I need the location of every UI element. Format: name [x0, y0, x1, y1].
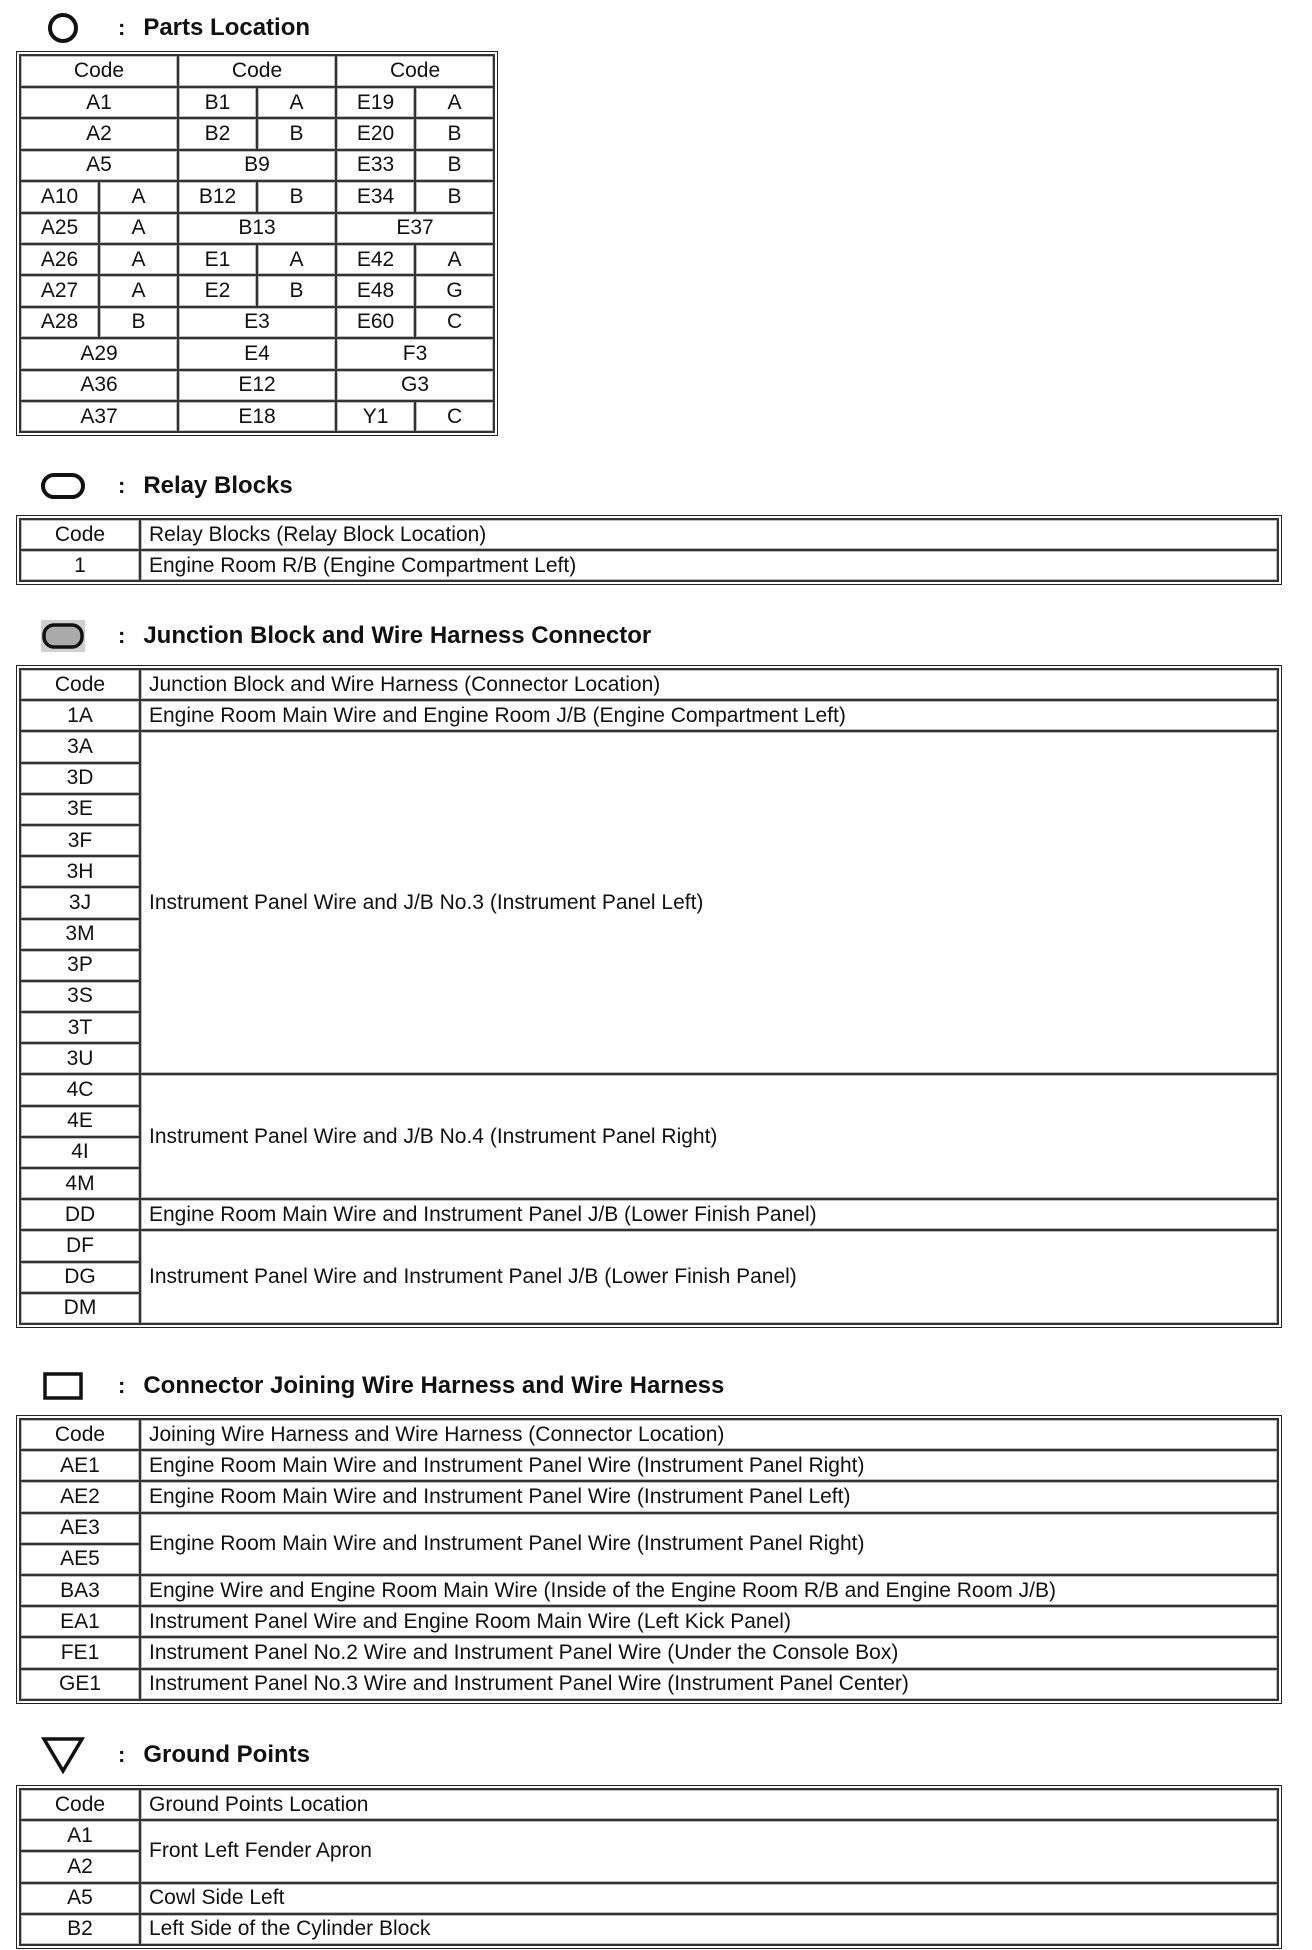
table-row	[20, 1914, 1278, 1945]
relay-blocks-table	[19, 518, 1279, 582]
description-cell: Instrument Panel Wire and Instrument Panel J/B (Lower Finish Panel)	[140, 1230, 1278, 1324]
code-cell: A28	[20, 307, 99, 338]
code-cell: 3F	[20, 825, 140, 856]
table-row	[20, 1481, 1278, 1512]
code-cell: 3E	[20, 794, 140, 825]
ground-points-heading	[40, 1735, 310, 1775]
code-cell: 3A	[20, 731, 140, 762]
table-row	[20, 181, 494, 212]
table-row	[20, 1199, 1278, 1230]
code-cell: A26	[20, 244, 99, 275]
code-cell: GE1	[20, 1669, 140, 1700]
code-cell: 4M	[20, 1168, 140, 1199]
table-row	[20, 1637, 1278, 1668]
table-row	[20, 1820, 1278, 1851]
code-cell: 3H	[20, 856, 140, 887]
section-title: Parts Location	[143, 14, 311, 41]
code-cell: F3	[336, 338, 494, 369]
code-cell: 3T	[20, 1012, 140, 1043]
code-cell: 3P	[20, 950, 140, 981]
code-cell: B2	[178, 118, 257, 149]
header-code: Code	[20, 1789, 140, 1820]
code-cell: B1	[178, 87, 257, 118]
table-header-row	[20, 1419, 1278, 1450]
code-cell: 4I	[20, 1137, 140, 1168]
code-cell: E3	[178, 307, 336, 338]
header-code: Code	[20, 519, 140, 550]
code-cell: A	[415, 87, 494, 118]
code-cell: B	[257, 275, 336, 306]
code-cell: 3J	[20, 887, 140, 918]
shaded-oval-symbol-icon	[40, 616, 86, 656]
header-code: Code	[20, 1419, 140, 1450]
code-cell: B	[99, 307, 178, 338]
section-title: Connector Joining Wire Harness and Wire Harness	[143, 1372, 725, 1399]
relay-table-body	[20, 550, 1278, 581]
colon: :	[118, 623, 126, 648]
description-cell: Engine Room Main Wire and Instrument Panel Wire (Instrument Panel Right)	[140, 1450, 1278, 1481]
code-cell: E20	[336, 118, 415, 149]
code-cell: B13	[178, 213, 336, 244]
code-cell: E34	[336, 181, 415, 212]
table-row	[20, 370, 494, 401]
table-row	[20, 1669, 1278, 1700]
table-row	[20, 731, 1278, 762]
description-cell: Left Side of the Cylinder Block	[140, 1914, 1278, 1945]
code-cell: 3D	[20, 763, 140, 794]
code-cell: B	[415, 181, 494, 212]
code-cell: E19	[336, 87, 415, 118]
code-cell: DM	[20, 1293, 140, 1324]
table-header-row	[20, 55, 494, 87]
code-cell: E37	[336, 213, 494, 244]
code-cell: B	[257, 181, 336, 212]
description-cell: Engine Room Main Wire and Instrument Panel Wire (Instrument Panel Right)	[140, 1513, 1278, 1575]
table-row	[20, 275, 494, 306]
code-cell: G	[415, 275, 494, 306]
code-cell: 3M	[20, 919, 140, 950]
code-cell: 1A	[20, 700, 140, 731]
table-header-row	[20, 519, 1278, 550]
table-row	[20, 550, 1278, 581]
code-cell: A5	[20, 1883, 140, 1914]
code-cell: A25	[20, 213, 99, 244]
description-cell: Instrument Panel Wire and J/B No.3 (Instrument Panel Left)	[140, 731, 1278, 1074]
code-cell: 4E	[20, 1106, 140, 1137]
code-cell: DD	[20, 1199, 140, 1230]
code-cell: B	[415, 118, 494, 149]
code-cell: A	[415, 244, 494, 275]
code-cell: DG	[20, 1262, 140, 1293]
code-cell: A36	[20, 370, 178, 401]
header-code: Code	[336, 55, 494, 87]
code-cell: 1	[20, 550, 140, 581]
code-cell: A	[99, 181, 178, 212]
colon: :	[118, 1742, 126, 1767]
code-cell: B2	[20, 1914, 140, 1945]
code-cell: A1	[20, 87, 178, 118]
table-row	[20, 1450, 1278, 1481]
code-cell: AE2	[20, 1481, 140, 1512]
parts-location-heading	[40, 8, 310, 48]
code-cell: C	[415, 307, 494, 338]
code-cell: E33	[336, 150, 415, 181]
header-code: Code	[20, 669, 140, 700]
table-row	[20, 1513, 1278, 1544]
code-cell: AE3	[20, 1513, 140, 1544]
table-row	[20, 307, 494, 338]
code-cell: E12	[178, 370, 336, 401]
code-cell: B9	[178, 150, 336, 181]
code-cell: E1	[178, 244, 257, 275]
connector-joining-heading	[40, 1366, 724, 1406]
description-cell: Instrument Panel No.3 Wire and Instrument Panel Wire (Instrument Panel Center)	[140, 1669, 1278, 1700]
code-cell: 3U	[20, 1043, 140, 1074]
code-cell: E60	[336, 307, 415, 338]
code-cell: FE1	[20, 1637, 140, 1668]
header-description: Relay Blocks (Relay Block Location)	[140, 519, 1278, 550]
code-cell: A	[257, 87, 336, 118]
parts-location-table	[19, 54, 495, 433]
ground-points-table	[19, 1788, 1279, 1946]
code-cell: C	[415, 401, 494, 432]
circle-symbol-icon	[40, 8, 86, 48]
junction-block-heading	[40, 616, 651, 656]
table-header-row	[20, 1789, 1278, 1820]
table-row	[20, 1883, 1278, 1914]
header-description: Ground Points Location	[140, 1789, 1278, 1820]
section-title: Ground Points	[143, 1741, 310, 1768]
description-cell: Front Left Fender Apron	[140, 1820, 1278, 1882]
table-row	[20, 1606, 1278, 1637]
code-cell: DF	[20, 1230, 140, 1261]
code-cell: A	[99, 275, 178, 306]
code-cell: A2	[20, 1851, 140, 1882]
description-cell: Cowl Side Left	[140, 1883, 1278, 1914]
table-row	[20, 1230, 1278, 1261]
code-cell: G3	[336, 370, 494, 401]
table-row	[20, 150, 494, 181]
junction-block-table	[19, 668, 1279, 1325]
code-cell: A27	[20, 275, 99, 306]
header-code: Code	[20, 55, 178, 87]
description-cell: Engine Room Main Wire and Engine Room J/B (Engine Compartment Left)	[140, 700, 1278, 731]
code-cell: A	[99, 213, 178, 244]
table-row	[20, 118, 494, 149]
section-title: Junction Block and Wire Harness Connector	[143, 622, 652, 649]
parts-table-body	[20, 87, 494, 432]
description-cell: Instrument Panel Wire and Engine Room Main Wire (Left Kick Panel)	[140, 1606, 1278, 1637]
code-cell: A5	[20, 150, 178, 181]
code-cell: EA1	[20, 1606, 140, 1637]
code-cell: E42	[336, 244, 415, 275]
header-code: Code	[178, 55, 336, 87]
joining-table-body	[20, 1450, 1278, 1700]
code-cell: B12	[178, 181, 257, 212]
code-cell: Y1	[336, 401, 415, 432]
description-cell: Engine Wire and Engine Room Main Wire (Inside of the Engine Room R/B and Engine Room J/B)	[140, 1575, 1278, 1606]
junction-table-body	[20, 700, 1278, 1324]
table-row	[20, 401, 494, 432]
code-cell: E2	[178, 275, 257, 306]
code-cell: A2	[20, 118, 178, 149]
table-row	[20, 700, 1278, 731]
header-description: Junction Block and Wire Harness (Connector Location)	[140, 669, 1278, 700]
table-row	[20, 1575, 1278, 1606]
code-cell: A	[99, 244, 178, 275]
description-cell: Engine Room R/B (Engine Compartment Left)	[140, 550, 1278, 581]
section-title: Relay Blocks	[143, 472, 293, 499]
description-cell: Engine Room Main Wire and Instrument Panel Wire (Instrument Panel Left)	[140, 1481, 1278, 1512]
colon: :	[118, 473, 126, 498]
oval-symbol-icon	[40, 466, 86, 506]
table-row	[20, 338, 494, 369]
table-row	[20, 244, 494, 275]
table-row	[20, 213, 494, 244]
code-cell: A37	[20, 401, 178, 432]
description-cell: Instrument Panel No.2 Wire and Instrument Panel Wire (Under the Console Box)	[140, 1637, 1278, 1668]
table-header-row	[20, 669, 1278, 700]
code-cell: A10	[20, 181, 99, 212]
description-cell: Engine Room Main Wire and Instrument Panel J/B (Lower Finish Panel)	[140, 1199, 1278, 1230]
connector-joining-table	[19, 1418, 1279, 1701]
ground-table-body	[20, 1820, 1278, 1945]
code-cell: B	[257, 118, 336, 149]
table-row	[20, 87, 494, 118]
code-cell: E4	[178, 338, 336, 369]
code-cell: AE5	[20, 1544, 140, 1575]
code-cell: A	[257, 244, 336, 275]
relay-blocks-heading	[40, 466, 293, 506]
code-cell: A29	[20, 338, 178, 369]
code-cell: AE1	[20, 1450, 140, 1481]
code-cell: 4C	[20, 1074, 140, 1105]
rectangle-symbol-icon	[40, 1366, 86, 1406]
code-cell: B	[415, 150, 494, 181]
colon: :	[118, 15, 126, 40]
code-cell: 3S	[20, 981, 140, 1012]
code-cell: E48	[336, 275, 415, 306]
code-cell: A1	[20, 1820, 140, 1851]
triangle-symbol-icon	[40, 1735, 86, 1775]
description-cell: Instrument Panel Wire and J/B No.4 (Instrument Panel Right)	[140, 1074, 1278, 1199]
header-description: Joining Wire Harness and Wire Harness (Connector Location)	[140, 1419, 1278, 1450]
table-row	[20, 1074, 1278, 1105]
colon: :	[118, 1373, 126, 1398]
code-cell: BA3	[20, 1575, 140, 1606]
code-cell: E18	[178, 401, 336, 432]
